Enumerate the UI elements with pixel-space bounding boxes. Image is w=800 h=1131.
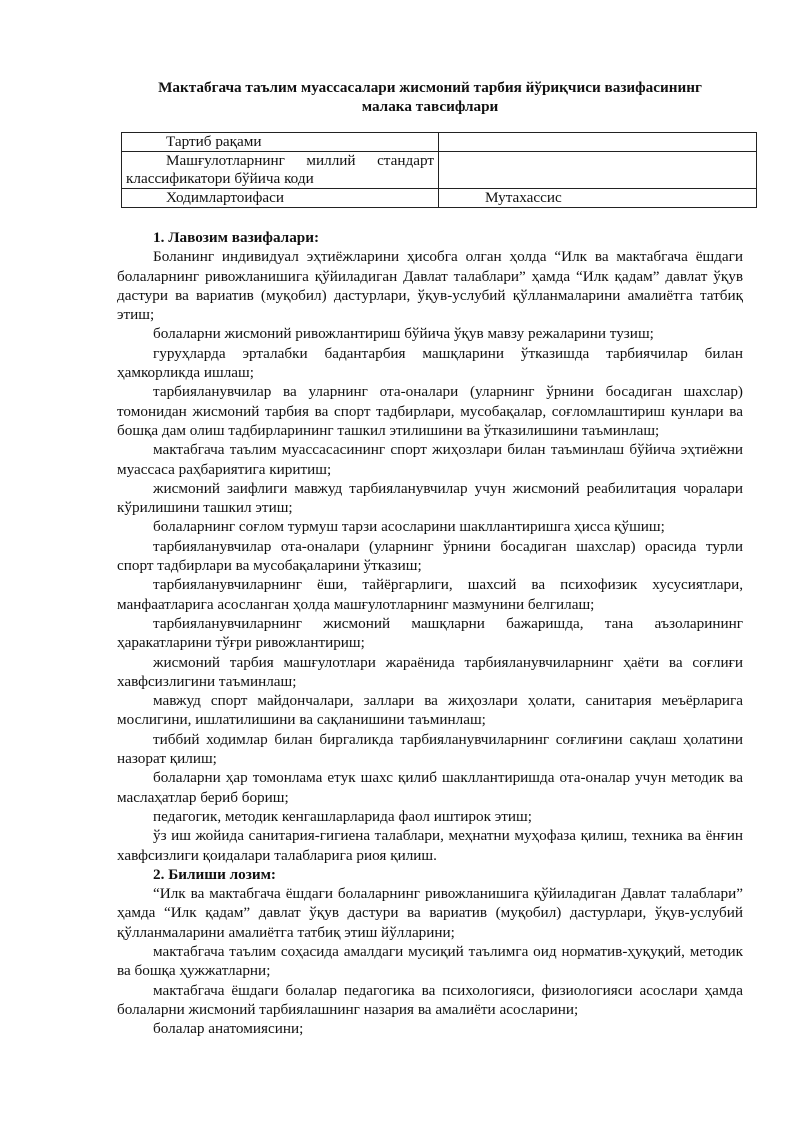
info-label: Тартиб рақами: [122, 133, 439, 152]
info-value: [439, 152, 757, 189]
knowledge-item: “Илк ва мактабгача ёшдаги болаларнинг ривожланишига қўйиладиган Давлат талаблари” ҳамда “Илк қадам” давлат ўқув дастури ва вариатив (муқобил) дастурлари, ўқув-услубий қўлланмаларини амалиётга татбиқ этиш йўлларини;: [117, 885, 743, 941]
info-value: Мутахассис: [439, 189, 757, 208]
duty-item: болаларнинг соғлом турмуш тарзи асосларини шакллантиришга ҳисса қўшиш;: [153, 518, 665, 536]
knowledge-item: болалар анатомиясини;: [153, 1020, 304, 1038]
duty-item: ўз иш жойида санитария-гигиена талаблари, меҳнатни муҳофаза қилиш, техника ва ёнғин хавфсизлиги қоидалари талабларига риоя қилиш.: [117, 827, 743, 864]
info-label-line-2: классификатори бўйича коди: [126, 170, 314, 187]
title-line-2: малака тавсифлари: [361, 98, 499, 115]
info-table: [121, 132, 757, 208]
title-line-1: Мактабгача таълим муассасалари жисмоний тарбия йўриқчиси вазифасининг: [158, 79, 702, 96]
info-row-classifier-code: [122, 152, 757, 189]
duty-item: жисмоний заифлиги мавжуд тарбияланувчилар учун жисмоний реабилитация чоралари кўрилишини ташкил этиш;: [117, 479, 743, 517]
duty-item: педагогик, методик кенгашларларида фаол иштирок этиш;: [153, 807, 532, 825]
knowledge-item: мактабгача таълим соҳасида амалдаги мусиқий таълимга оид норматив-ҳуқуқий, методик ва бошқа ҳужжатларни;: [117, 942, 743, 980]
info-row-category: [122, 189, 757, 208]
duty-item: мавжуд спорт майдончалари, заллари ва жиҳозлари ҳолати, санитария меъёрларига мослигини, ишлатилишини ва сақланишини таъминлаш;: [117, 692, 743, 729]
duty-item: Боланинг индивидуал эҳтиёжларини ҳисобга олган ҳолда “Илк ва мактабгача ёшдаги болаларнинг ривожланишига қўйиладиган Давлат талаблари” ҳамда “Илк қадам” давлат ўқув дастури ва вариатив (муқобил) дастурлари, ўқув-услубий қўлланмаларини амалиётга татбиқ этиш;: [117, 248, 743, 324]
info-label: Ходимлартоифаси: [122, 189, 439, 208]
document-body: [117, 228, 743, 1038]
duty-item: тарбияланувчилар ва уларнинг ота-оналари (уларнинг ўрнини босадиган шахслар) томонидан жисмоний тарбия ва спорт тадбирлари, мусобақалар, соғломлаштириш кунлари ва бошқа дам олиш тадбирларининг ташкил этилишини ва ўтказилишини таъминлаш;: [117, 383, 743, 439]
section-1-heading: 1. Лавозим вазифалари:: [153, 229, 320, 246]
duty-item: тарбияланувчиларнинг жисмоний машқларни бажаришда, тана аъзоларининг ҳаракатларини тўғри ривожлантириш;: [117, 614, 743, 652]
duty-item: болаларни ҳар томонлама етук шахс қилиб шакллантиришда ота-оналар учун методик ва маслаҳатлар бериб бориш;: [117, 769, 743, 806]
section-2-heading: 2. Билиши лозим:: [153, 865, 276, 883]
duty-item: тарбияланувчиларнинг ёши, тайёргарлиги, шахсий ва психофизик хусусиятлари, манфаатларига асосланган ҳолда машғулотларнинг мазмунини белгилаш;: [117, 576, 743, 613]
info-row-order-number: [122, 133, 757, 152]
duty-item: тиббий ходимлар билан биргаликда тарбияланувчиларнинг соғлиғини сақлаш ҳолатини назорат қилиш;: [117, 730, 743, 768]
info-label: [122, 152, 439, 189]
duty-item: тарбияланувчилар ота-оналари (уларнинг ўрнини босадиган шахслар) орасида турли спорт тадбирлари ва мусобақаларини ўтказиш;: [117, 537, 743, 575]
knowledge-item: мактабгача ёшдаги болалар педагогика ва психологияси, физиологияси асослари ҳамда болаларни жисмоний тарбиялашнинг назария ва амалиёти асосларини;: [117, 981, 743, 1018]
document-title: [130, 78, 730, 116]
duty-item: болаларни жисмоний ривожлантириш бўйича ўқув мавзу режаларини тузиш;: [153, 325, 654, 343]
duty-item: жисмоний тарбия машғулотлари жараёнида тарбияланувчиларнинг ҳаёти ва соғлиғи хавфсизлигини таъминлаш;: [117, 653, 743, 690]
info-label-line-1: Машғулотларнинг миллий стандарт: [166, 152, 434, 169]
info-value: [439, 133, 757, 152]
duty-item: мактабгача таълим муассасасининг спорт жиҳозлари билан таъминлаш бўйича эҳтиёжни муассаса раҳбариятига киритиш;: [117, 441, 743, 478]
duty-item: гуруҳларда эрталабки бадантарбия машқларини ўтказишда тарбиячилар билан ҳамкорликда ишлаш;: [117, 344, 743, 382]
